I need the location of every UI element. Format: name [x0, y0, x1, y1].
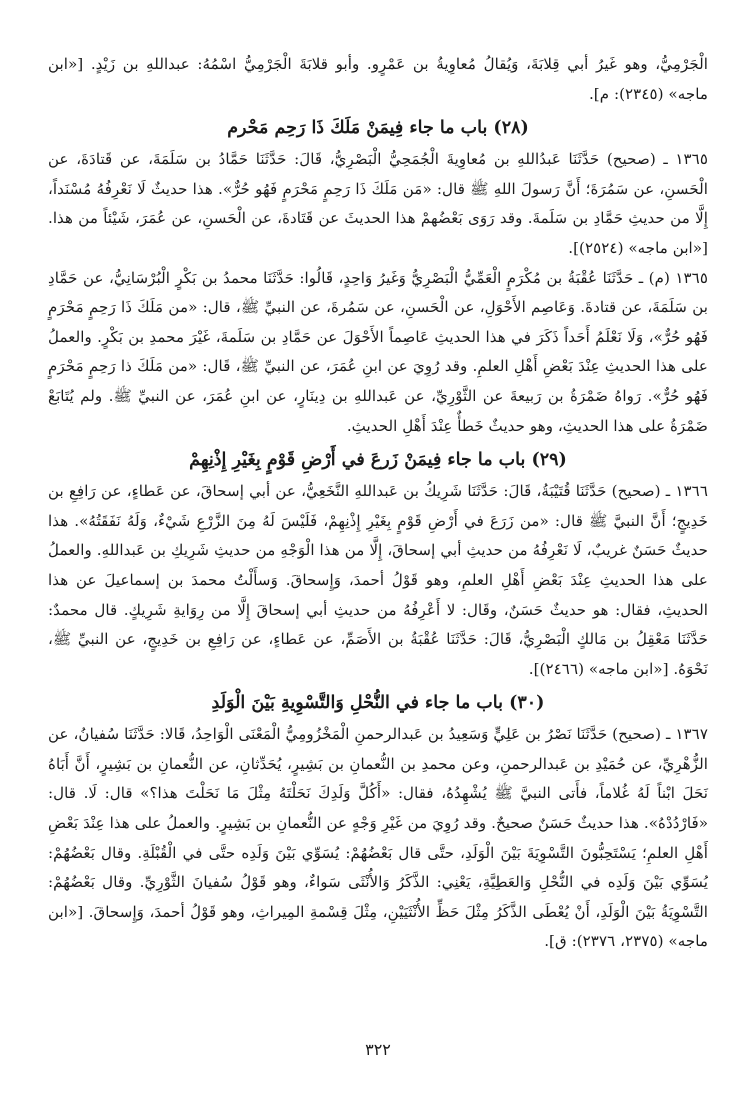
chapter-heading-29: (٢٩) باب ما جاء فِيمَنْ زَرعَ في أَرْضِ قَوْمٍ بِغَيْرِ إِذْنِهِمْ	[189, 450, 567, 471]
page-number: ٣٢٢	[365, 1040, 391, 1059]
hadith-1367: ١٣٦٧ ـ (صحيح) حَدَّثَنَا نَصْرُ بن عَلِيٍّ وَسَعِيدُ بن عَبدالرحمنِ الْمَخْزُومِيُّ الْمَعْنَى الْوَاحِدُ، قَالا: حَدَّثَنَا سُفيانُ، عن الزُّهْرِيِّ، عن حُمَيْدِ بن عَبدالرحمنِ، وعن محمدِ بن النُّعمانِ بن بَشِيرٍ، يُحَدِّثانِ، عن النُّعمانِ بن بَشِيرٍ، أَنَّ أَبَاهُ نَحَلَ ابْناً لَهُ غُلاماً، فأَتى النبيَّ ﷺ يُشْهِدُهُ، فقال: «أَكُلَّ وَلَدِكَ نَحَلْتَهُ مِثْلَ مَا نَحَلْتَ هذا؟» قال: لَا. قال: «فَارْدُدْهُ». هذا حديثٌ حَسَنٌ صحيحٌ. وقد رُوِيَ من غَيْرِ وَجْهٍ عن النُّعمانِ بن بَشِيرٍ. والعملُ على هذا عِنْدَ بَعْضِ أَهْلِ العلمِ؛ يَسْتَحِبُّونَ التَّسْوِيَةَ بَيْنَ الْوَلَدِ، حتَّى قال بَعْضُهُمْ: يُسَوِّي بَيْنَ وَلَدِه حتَّى في الْقُبْلَةِ. وقال بَعْضُهُمْ: يُسَوِّي بَيْنَ وَلَدِه في النُّحْلِ وَالعَطِيَّةِ، يَعْنِي: الذَّكَرُ وَالأُنْثَى سَواءٌ، وهو قَوْلُ سُفيانَ الثَّوْرِيِّ. وقال بَعْضُهُمْ: التَّسْوِيَةُ بَيْنَ الْوَلَدِ، أَنْ يُعْطَى الذَّكَرُ مِثْلَ حَظِّ الأُنْثَيَيْنِ، مِثْلَ قِسْمةِ المِيراثِ، وهو قَوْلُ أحمدَ، وَإِسحاقَ. [«ابن ماجه» (٢٣٧٥، ٢٣٧٦): ق].	[48, 725, 708, 951]
hadith-1366: ١٣٦٦ ـ (صحيح) حَدَّثَنَا قُتَيْبَةُ، قَالَ: حَدَّثَنَا شَرِيكُ بن عَبداللهِ النَّخَعِيُّ، عن أبي إسحاقَ، عن عَطاءٍ، عن رَافِعِ بن خَدِيجٍ؛ أَنَّ النبيَّ ﷺ قال: «من زَرَعَ في أَرْضِ قَوْمٍ بِغَيْرِ إِذْنِهِمْ، فَلَيْسَ لَهُ مِنَ الزَّرْعِ شَيْءٌ، وَلَهُ نَفَقَتُهُ». هذا حديثٌ حَسَنٌ غريبٌ، لَا نَعْرِفُهُ من حديثِ أبي إسحاقَ، إِلَّا من هذا الْوَجْهِ من حديثِ شَرِيكِ بن عَبداللهِ. والعملُ على هذا الحديثِ عِنْدَ بَعْضِ أَهْلِ العلمِ، وهو قَوْلُ أحمدَ، وَإِسحاقَ. وَسأَلْتُ محمدَ بن إسماعيلَ عن هذا الحديثِ، فقال: هو حديثٌ حَسَنٌ، وقَال: لا أَعْرِفُهُ من حديثِ أبي إسحاقَ إِلَّا من رِوَايةِ شَرِيكٍ. قال محمدٌ: حَدَّثَنَا مَعْقِلُ بن مَالكٍ الْبَصْرِيُّ، قَالَ: حَدَّثَنَا عُقْبَةُ بن الأَصَمِّ، عن عَطاءٍ، عن رَافِعِ بن خَدِيجٍ، عن النبيِّ ﷺ، نَحْوَهُ. [«ابن ماجه» (٢٤٦٦)].	[48, 482, 708, 678]
chapter-heading-28: (٢٨) باب ما جاء فِيمَنْ مَلَكَ ذَا رَحِم مَحْرم	[227, 118, 529, 139]
hadith-1365: ١٣٦٥ ـ (صحيح) حَدَّثَنَا عَبدُاللهِ بن مُعاوِيةَ الْجُمَحِيُّ الْبَصْرِيُّ، قَالَ: حَدَّثَنَا حَمَّادُ بن سَلَمَةَ، عن قَتادَةَ، عن الْحَسنِ، عن سَمُرَةَ؛ أَنَّ رَسولَ اللهِ ﷺ قال: «مَن مَلَكَ ذَا رَحِمٍ مَحْرَمٍ فَهُو حُرٌّ». هذا حديثٌ لَا نَعْرِفُهُ مُسْنَداً، إِلَّا من حديثِ حَمَّادِ بن سَلَمةَ. وقد رَوَى بَعْضُهمْ هذا الحديثَ عن قَتَادةَ، عن الْحَسنِ، عن عُمَرَ، شَيْئاً من هذا. [«ابن ماجه» (٢٥٢٤)].	[48, 150, 708, 257]
intro-paragraph: الْجَرْمِيُّ، وهو غَيرُ أبي قِلابَةَ، وَيُقالُ مُعاوِيةُ بن عَمْرٍو. وأبو قلابَةَ الْجَرْمِيُّ اسْمُهُ: عبداللهِ بن زَيْدٍ. [«ابن ماجه» (٢٣٤٥): م].	[48, 55, 708, 103]
chapter-heading-30: (٣٠) باب ما جاء في النُّحْلِ وَالتَّسْوِيةِ بَيْنَ الْوَلَدِ	[211, 693, 545, 714]
hadith-1365-m: ١٣٦٥ (م) ـ حَدَّثَنَا عُقْبَةُ بن مُكْرَمٍ الْعَمِّيُّ الْبَصْرِيُّ وَغَيرُ وَاحِدٍ، قَالُوا: حَدَّثَنَا محمدُ بن بَكْرٍ الْبُرْسَانِيُّ، عن حَمَّادِ بن سَلَمَةَ، عن قتادةَ. وَعَاصِم الأَحْوَلِ، عن الْحَسنِ، عن سَمُرةَ، عن النبيِّ ﷺ، قال: «من مَلَكَ ذَا رَحِمٍ مَحْرَمٍ فَهُو حُرٌّ»، وَلَا نَعْلَمُ أَحَداً ذَكَرَ في هذا الحديثِ عَاصِماً الأَحْوَلَ عن حَمَّادِ بن سَلَمةَ، غَيْرَ محمدِ بن بَكْرٍ. والعملُ على هذا الحديثِ عِنْدَ بَعْضِ أَهْلِ العلمِ. وقد رُوِيَ عن ابنِ عُمَرَ، عن النبيِّ ﷺ، قَال: «من مَلَكَ ذا رَحِمٍ مَحْرَمٍ فَهُو حُرٌّ». رَواهُ ضَمْرَةُ بن رَبيعةَ عن الثَّوْرِيِّ، عن عَبداللهِ بن دِينَارٍ، عن ابنِ عُمَرَ، عن النبيِّ ﷺ. ولم يُتَابَعْ ضَمْرَةُ على هذا الحديثِ، وهو حديثٌ خَطأٌ عِنْدَ أَهْلِ الحديثِ.	[48, 268, 708, 435]
